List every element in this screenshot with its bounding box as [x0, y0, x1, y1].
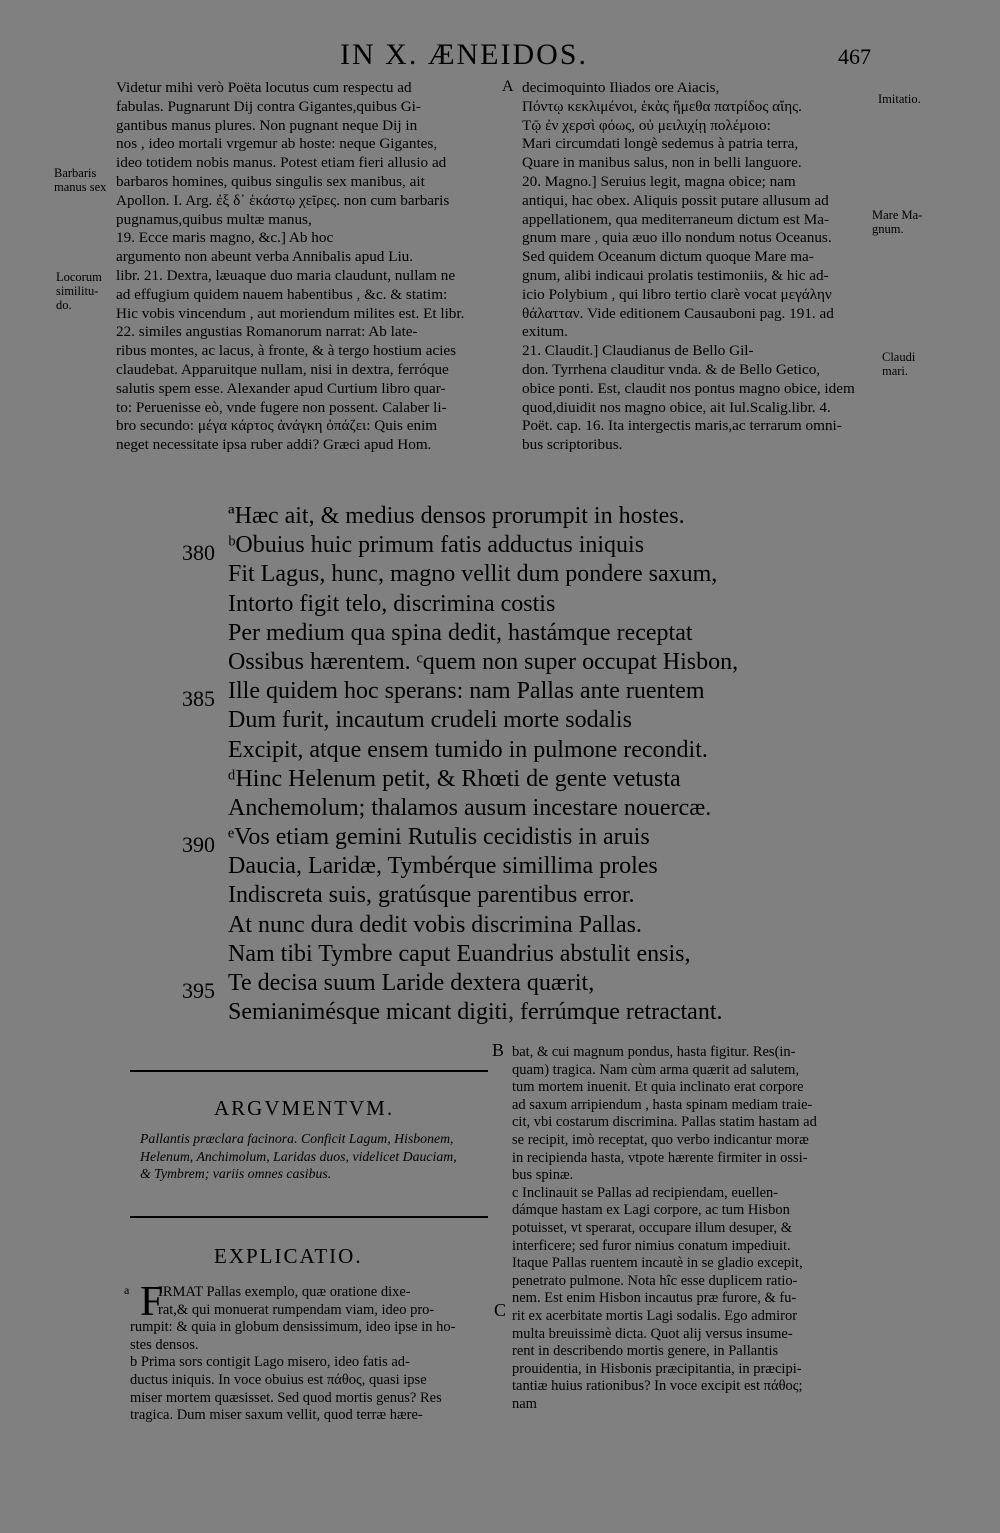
poem-line: Semianimésque micant digiti, ferrúmque retractant. [228, 999, 723, 1026]
margin-note-imitatio: Imitatio. [878, 92, 921, 106]
commentary-line: 19. Ecce maris magno, &c.] Ab hoc [116, 229, 334, 247]
explicatio-line: bat, & cui magnum pondus, hasta figitur. Res(in- [512, 1044, 796, 1060]
commentary-line: bus scriptoribus. [522, 436, 623, 454]
commentary-line: ideo totidem nobis manus. Potest etiam fieri allusio ad [116, 154, 447, 172]
explicatio-line: miser mortem quæsisset. Sed quod mortis genus? Res [130, 1389, 442, 1406]
poem-line: Excipit, atque ensem tumido in pulmone recondit. [228, 736, 708, 763]
commentary-line: exitum. [522, 323, 568, 341]
poem-line: Nam tibi Tymbre caput Euandrius abstulit ensis, [228, 940, 691, 967]
commentary-left-column [116, 79, 496, 455]
running-header: IN X. ÆNEIDOS. [340, 38, 588, 71]
commentary-line: appellationem, qua mediterraneum dictum est Ma- [522, 210, 830, 228]
commentary-line: barbaros homines, quibus singulis sex manibus, ait [116, 172, 425, 190]
explicatio-line: Itaque Pallas ruentem incautè in se gladio excepit, [512, 1255, 803, 1272]
line-number-380: 380 [182, 540, 215, 565]
commentary-line: 20. Magno.] Seruius legit, magna obice; nam [522, 172, 796, 190]
explicatio-line: c Inclinauit se Pallas ad recipiendam, euellen- [512, 1184, 779, 1201]
commentary-line: to: Peruenisse eò, vnde fugere non possent. Calaber li- [116, 398, 447, 416]
poem-line: Anchemolum; thalamos ausum incestare nouercæ. [228, 794, 712, 821]
column-marker-b: B [492, 1040, 505, 1060]
margin-note-barbaris: Barbaris manus sex [54, 166, 107, 194]
poem-line: Ille quidem hoc sperans: nam Pallas ante ruentem [228, 678, 705, 705]
line-number-385: 385 [182, 686, 215, 711]
poem-block [228, 502, 738, 1027]
commentary-line: Videtur mihi verò Poëta locutus cum respectu ad [116, 79, 412, 96]
commentary-line: 21. Claudit.] Claudianus de Bello Gil- [522, 342, 754, 360]
commentary-line: 22. similes angustias Romanorum narrat: Ab late- [116, 323, 418, 341]
commentary-line: obice ponti. Est, claudit nos pontus magno obice, idem [522, 379, 855, 397]
explicatio-line: tantiæ huius rationibus? In voce excipit est πάθος; [512, 1378, 803, 1395]
commentary-line: θάλατταν. Vide editionem Causauboni pag. 191. ad [522, 304, 834, 322]
poem-line: ᵇObuius huic primum fatis adductus iniquis [228, 532, 645, 559]
explicatio-line: IRMAT Pallas exemplo, quæ oratione dixe- [158, 1284, 411, 1300]
explicatio-line: rent in describendo mortis genere, in Pallantis [512, 1343, 779, 1360]
explicatio-line: ad saxum arripiendum , hasta spinam mediam traie- [512, 1096, 813, 1113]
commentary-line: icio Polybium , qui libro tertio clarè vocat μεγάλην [522, 285, 832, 303]
commentary-line: Quare in manibus salus, non in belli languore. [522, 154, 802, 172]
argumentum-line: Helenum, Anchimolum, Laridas duos, videlicet Dauciam, [140, 1148, 457, 1164]
commentary-line: don. Tyrrhena clauditur vnda. & de Bello Getico, [522, 360, 821, 378]
explicatio-line: tum mortem inuenit. Et quia inclinato erat corpore [512, 1079, 804, 1096]
explicatio-right-column [512, 1044, 892, 1413]
commentary-line: Mari circumdati longè sedemus à patria terra, [522, 135, 799, 153]
explicatio-line: prouidentia, in Hisbonis præcipitantia, in præcipi- [512, 1360, 802, 1377]
explicatio-line: quam) tragica. Nam cùm arma quærit ad salutem, [512, 1061, 800, 1078]
commentary-line: fabulas. Pugnarunt Dij contra Gigantes,quibus Gi- [116, 97, 421, 115]
commentary-line: nos , ideo mortali vrgemur ab hoste: neque Gigantes, [116, 135, 438, 153]
explicatio-line: nam [512, 1395, 537, 1412]
explicatio-line: ductus iniquis. In voce obuius est πάθος, quasi ipse [130, 1371, 427, 1388]
explicatio-line: dámque hastam ex Lagi corpore, ac tum Hisbon [512, 1202, 790, 1219]
poem-line: Indiscreta suis, gratúsque parentibus error. [228, 882, 635, 909]
poem-line: At nunc dura dedit vobis discrimina Pallas. [228, 911, 642, 938]
margin-note-locorum: Locorum similitu- do. [56, 270, 102, 312]
poem-line: Intorto figit telo, discrimina costis [228, 590, 556, 617]
poem-line: ᵈHinc Helenum petit, & Rhœti de gente vetusta [228, 765, 681, 792]
commentary-line: salutis spem esse. Alexander apud Curtium libro quar- [116, 379, 446, 397]
explicatio-line: cit, vbi costarum discrimina. Pallas statim hastam ad [512, 1114, 817, 1131]
explicatio-line: rit ex acerbitate mortis Lagi sodalis. Ego admiror [512, 1307, 798, 1324]
commentary-line: libr. 21. Dextra, læuaque duo maria claudunt, nullam ne [116, 266, 456, 284]
explicatio-line: nem. Est enim Hisbon incautus præ furore, & fu- [512, 1290, 797, 1307]
explicatio-line: rat,& qui monuerat rumpendam viam, ideo pro- [158, 1301, 435, 1318]
explicatio-line: multa breuissimè dicta. Quot alij versus insume- [512, 1325, 793, 1342]
explicatio-line: interficere; sed furor nimius conatum impediuit. [512, 1237, 791, 1254]
commentary-line: neget necessitate ipsa ruber addi? Græci apud Hom. [116, 436, 432, 454]
explicatio-left-column [130, 1279, 500, 1425]
column-marker-a: A [502, 78, 514, 95]
explicatio-line: penetrato pulmone. Nota hîc esse duplicem ratio- [512, 1272, 798, 1289]
explicatio-line: bus spinæ. [512, 1167, 574, 1184]
commentary-line: claudebat. Apparuitque nullam, nisi in dextra, ferróque [116, 360, 449, 378]
poem-line: Daucia, Laridæ, Tymbérque simillima proles [228, 853, 658, 880]
poem-line: Dum furit, incautum crudeli morte sodalis [228, 707, 632, 734]
margin-note-claudi: Claudi mari. [882, 350, 916, 378]
commentary-line: decimoquinto Iliados ore Aiacis, [522, 79, 720, 96]
commentary-line: Poët. cap. 16. Ita intergectis maris,ac terrarum omni- [522, 417, 842, 435]
divider-rule-top [130, 1070, 488, 1072]
commentary-line: argumento non abeunt verba Annibalis apud Liu. [116, 248, 414, 266]
explicatio-line: potuisset, vt sperarat, occupare illum desuper, & [512, 1219, 793, 1236]
line-number-395: 395 [182, 978, 215, 1003]
explicatio-line: stes densos. [130, 1336, 199, 1353]
commentary-line: quod,diuidit nos magno obice, ait Iul.Scalig.libr. 4. [522, 398, 831, 416]
commentary-right-column [522, 79, 878, 455]
commentary-line: gnum mare , quia æuo illo nondum notus Oceanus. [522, 229, 832, 247]
poem-line: Te decisa suum Laride dextera quærit, [228, 970, 595, 996]
drop-cap: F [140, 1279, 164, 1325]
poem-line: Ossibus hærentem. ᶜquem non super occupat Hisbon, [228, 648, 739, 675]
column-marker-c: C [494, 1300, 507, 1320]
poem-line: ᵉVos etiam gemini Rutulis cecidistis in aruis [228, 824, 650, 851]
commentary-line: Apollon. I. Arg. ἐξ δ᾽ ἑκάστῳ χεῖρες. non cum barbaris [116, 191, 450, 209]
commentary-line: Πόντῳ κεκλιμένοι, ἑκὰς ἥμεθα πατρίδος αἴης. [522, 97, 802, 115]
commentary-line: ad effugium quidem nauem habentibus , &c. & statim: [116, 285, 448, 303]
commentary-line: antiqui, hac obex. Aliquis possit putare allusum ad [522, 191, 829, 209]
argumentum-heading: ARGVMENTVM. [214, 1096, 395, 1120]
poem-line: Per medium qua spina dedit, hastámque receptat [228, 619, 693, 646]
commentary-line: gantibus manus plures. Non pugnant neque Dij in [116, 116, 418, 134]
line-number-390: 390 [182, 832, 215, 857]
explicatio-line: b Prima sors contigit Lago misero, ideo fatis ad- [130, 1354, 410, 1371]
page-number: 467 [838, 44, 871, 69]
commentary-line: bro secundo: μέγα κάρτος ἀνάγκη ὀπάζει: Quis enim [116, 417, 438, 435]
divider-rule-bottom [130, 1216, 488, 1218]
explicatio-line: in recipienda hasta, vtpote hærente firmiter in ossi- [512, 1149, 808, 1166]
argumentum-line: Pallantis præclara facinora. Conficit Lagum, Hisbonem, [140, 1131, 454, 1146]
commentary-line: gnum, alibi indicaui prolatis testimoniis, & hic ad- [522, 266, 829, 284]
explicatio-line: se recipit, imò receptat, quo verbo indicantur moræ [512, 1131, 809, 1148]
argumentum-line: & Tymbrem; variis omnes casibus. [140, 1166, 332, 1182]
explicatio-heading: EXPLICATIO. [214, 1244, 363, 1268]
argumentum-text [140, 1130, 488, 1183]
explicatio-line: rumpit: & quia in globum densissimum, ideo ipse in ho- [130, 1319, 456, 1336]
poem-line: ªHæc ait, & medius densos prorumpit in hostes. [228, 503, 685, 529]
commentary-line: Sed quidem Oceanum dictum quoque Mare ma- [522, 248, 814, 266]
explicatio-line: tragica. Dum miser saxum vellit, quod terræ hære- [130, 1407, 423, 1424]
poem-line: Fit Lagus, hunc, magno vellit dum pondere saxum, [228, 561, 718, 588]
commentary-line: Hic vobis vincendum , aut moriendum milites est. Et libr. [116, 304, 465, 322]
commentary-line: ribus montes, ac lacus, à fronte, & à tergo hostium acies [116, 342, 457, 360]
margin-note-mare-magnum: Mare Ma- gnum. [872, 208, 923, 236]
commentary-line: pugnamus,quibus multæ manus, [116, 210, 312, 228]
commentary-line: Τῷ ἐν χερσὶ φόως, οὐ μειλιχίῃ πολέμοιο: [522, 116, 771, 134]
note-letter-a: a [124, 1283, 130, 1297]
